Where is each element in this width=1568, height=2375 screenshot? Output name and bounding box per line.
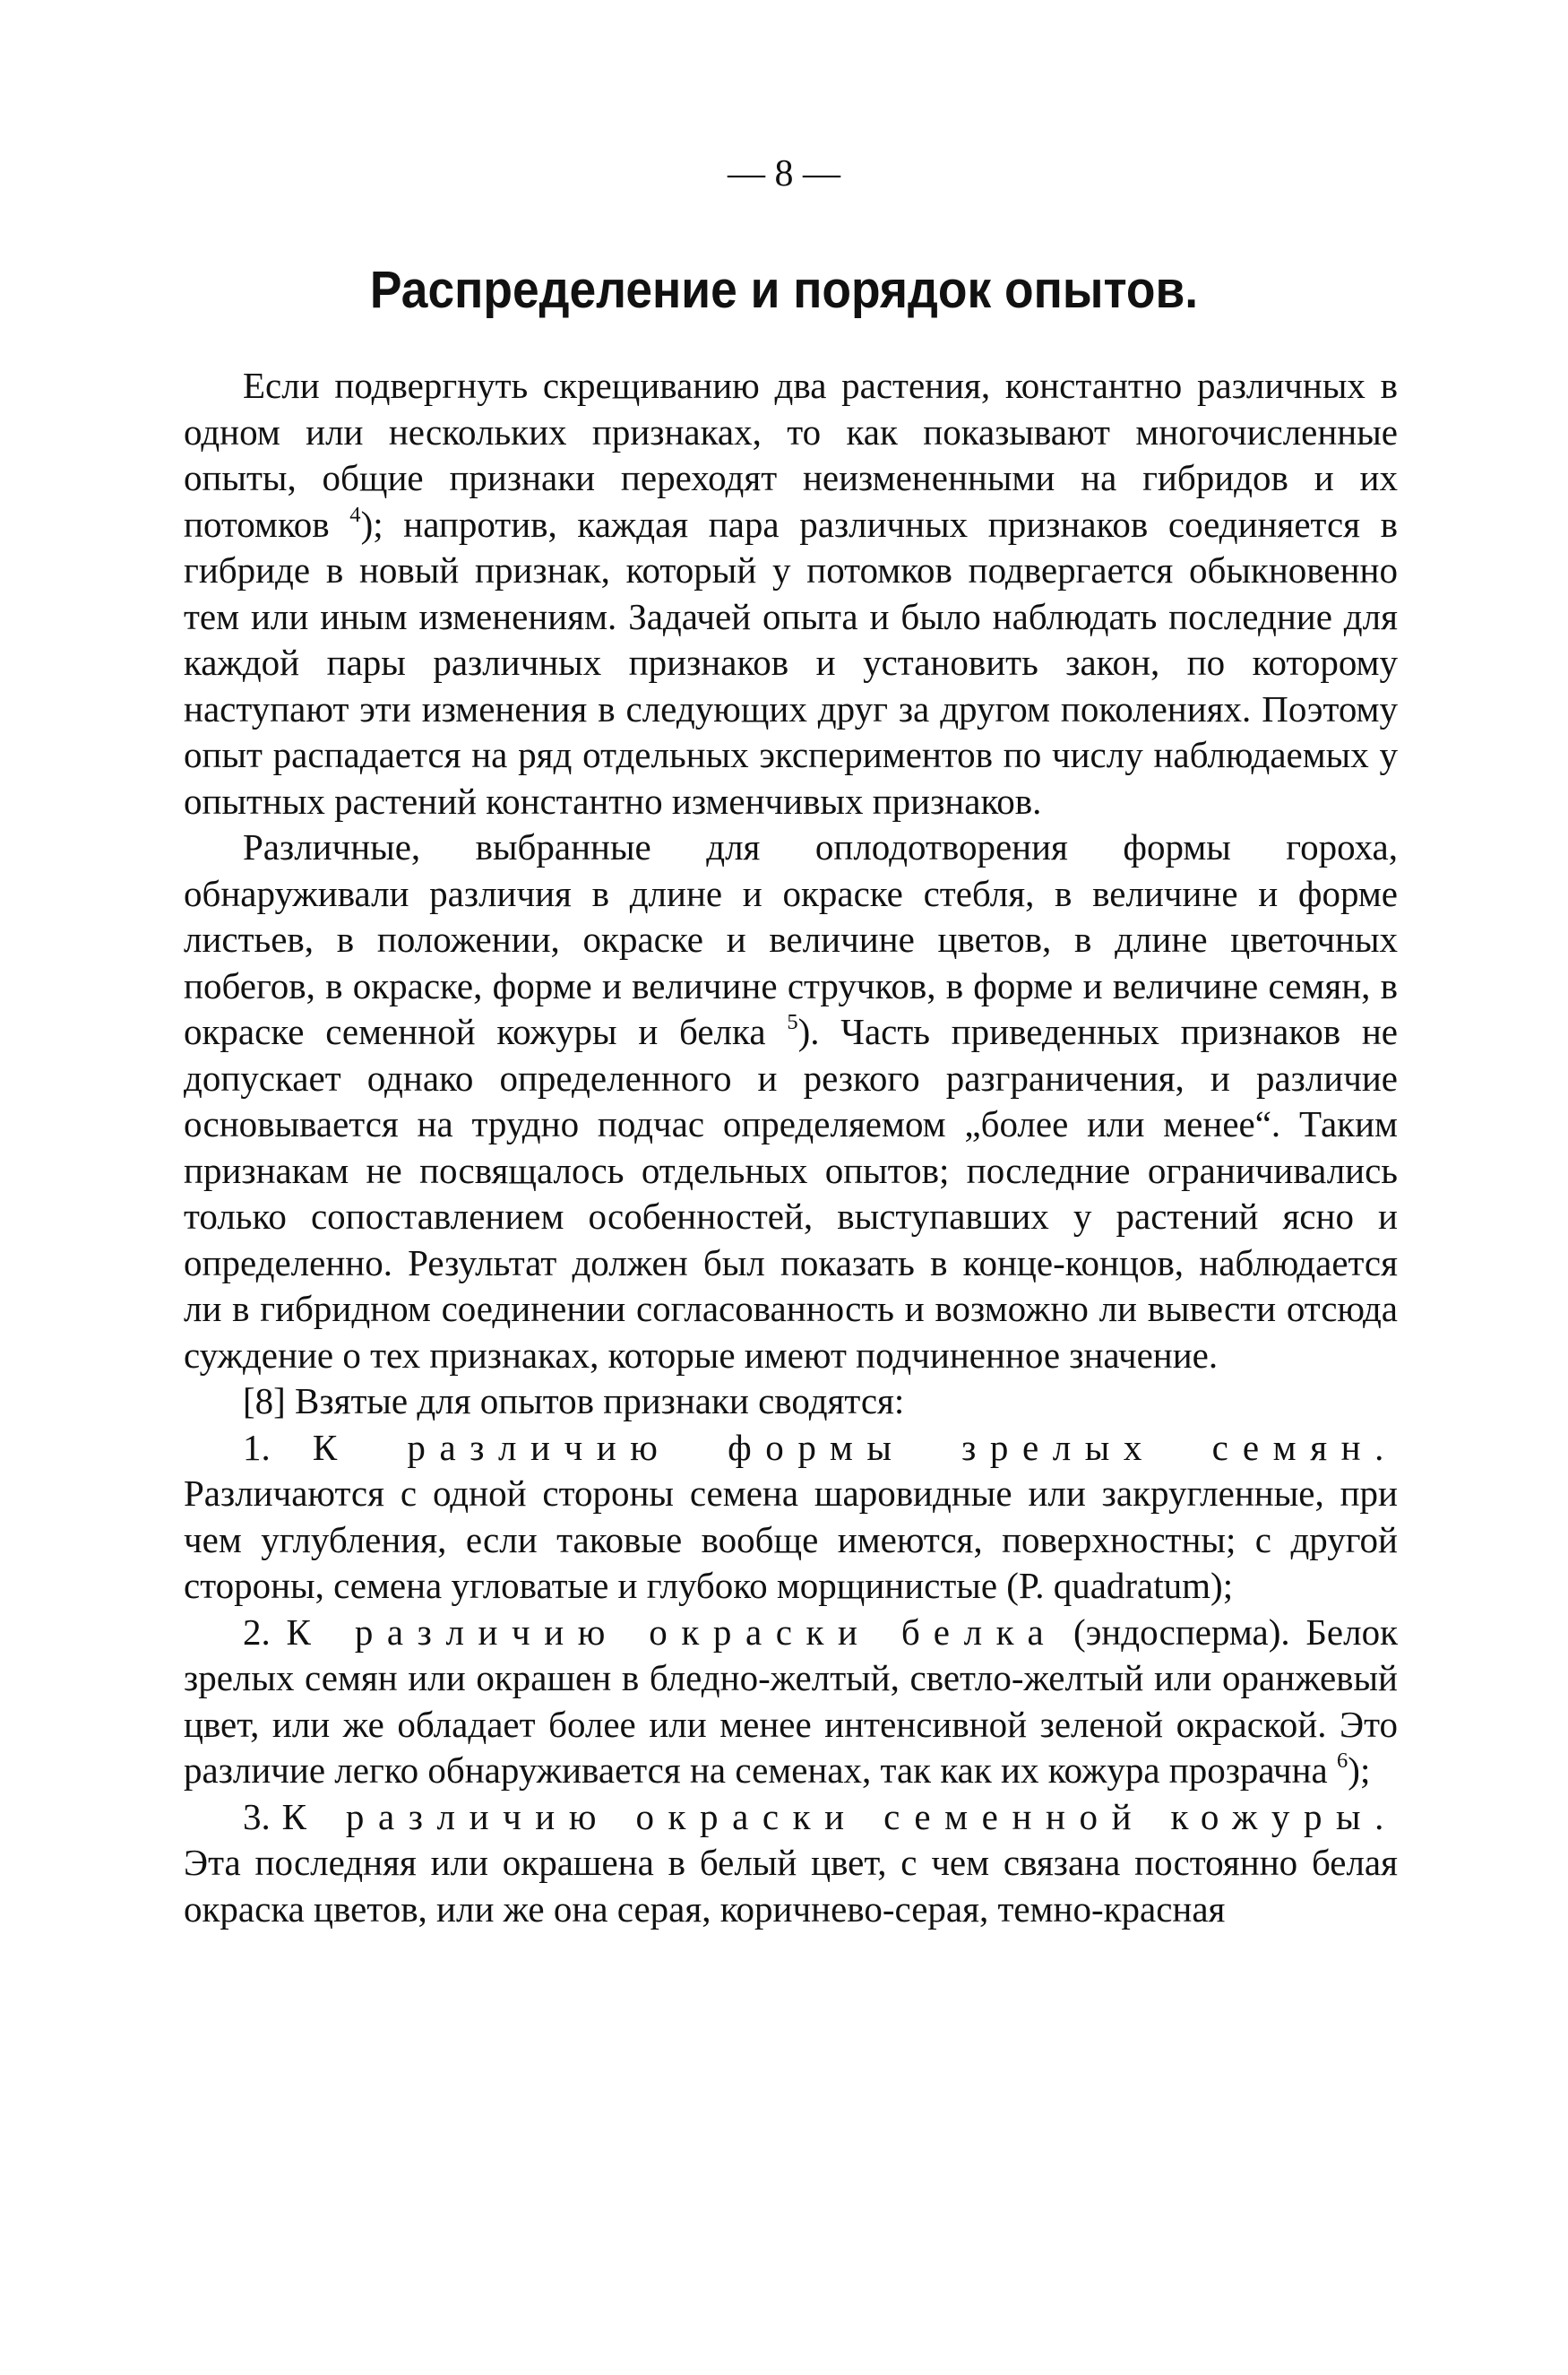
footnote-ref-4[interactable]: 4 <box>349 502 361 527</box>
footnote-ref-6[interactable]: 6 <box>1337 1748 1348 1773</box>
body-text <box>184 363 1398 1932</box>
list-item-2: 2. К различию окраски белка (эндосперма). Белок зрелых семян или окрашен в бледно-желтый, светло-желтый или оранжевый цвет, или же обладает более или менее интенсивной зеленой окраской. Это различие легко обнаруживается на семенах, так как их кожура прозрачна $^6$); <box>184 1611 1398 1791</box>
paragraph-1: Если подвергнуть скрещиванию два растения, константно различных в одном или нескольких признаках, то как показывают многочисленные опыты, общие признаки переходят неизмененными на гибридов и их потомков $^4$); напротив, каждая пара различных признаков соединяется в гибриде в новый признак, который у потомков подвергается обыкновенно тем или иным изменениям. Задачей опыта и было наблюдать последние для каждой пары различных признаков и установить закон, по которому наступают эти изменения в следующих друг за другом поколениях. Поэтому опыт распадается на ряд отдельных экспериментов по числу наблюдаемых у опытных растений константно изменчивых признаков. <box>184 365 1398 822</box>
paragraph-3: [8] Взятые для опытов признаки сводятся: <box>243 1380 905 1421</box>
section-title: Распределение и порядок опытов. <box>369 261 1199 319</box>
page-number: — 8 — <box>728 153 840 194</box>
list-item-2-heading: К различию окраски белка <box>286 1611 1058 1653</box>
list-item-1-heading: К различию формы зрелых семян. <box>312 1426 1398 1468</box>
list-item-3-heading: К различию окраски семенной кожуры. <box>281 1795 1398 1837</box>
list-item-3: 3. К различию окраски семенной кожуры. Эта последняя или окрашена в белый цвет, с чем связана постоянно белая окраска цветов, или же она серая, коричнево-серая, темно-красная <box>184 1795 1398 1930</box>
list-item-1: 1. К различию формы зрелых семян. Различаются с одной стороны семена шаровидные или закругленные, при чем углубления, если таковые вообще имеются, поверхностны; с другой стороны, семена угловатые и глубоко морщинистые (P. quadratum); <box>184 1426 1398 1606</box>
footnote-ref-5[interactable]: 5 <box>787 1009 798 1034</box>
paragraph-2: Различные, выбранные для оплодотворения формы гороха, обнаруживали различия в длине и окраске стебля, в величине и форме листьев, в положении, окраске и величине цветов, в длине цветочных побегов, в окраске, форме и величине стручков, в форме и величине семян, в окраске семенной кожуры и белка $^5$). Часть приведенных признаков не допускает однако определенного и резкого разграничения, и различие основывается на трудно подчас определяемом „более или менее“. Таким признакам не посвящалось отдельных опытов; последние ограничивались только сопоставлением особенностей, выступавших у растений ясно и определенно. Результат должен был показать в конце-концов, наблюдается ли в гибридном соединении согласованность и возможно ли вывести отсюда суждение о тех признаках, которые имеют подчиненное значение. <box>184 826 1399 1376</box>
